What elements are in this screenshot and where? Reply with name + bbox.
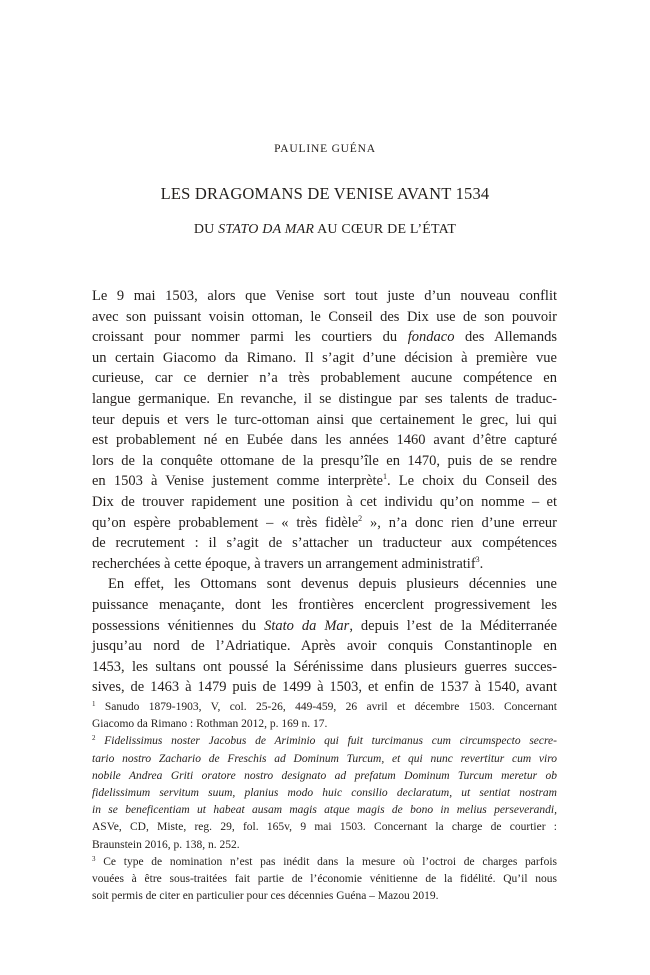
text-run: en 1503 à Venise justement comme interprète <box>92 473 383 490</box>
paragraph-2 <box>92 574 557 698</box>
footnote-line <box>92 733 557 750</box>
footnote-mark: 3 <box>92 854 96 863</box>
footnote-ref[interactable]: 2 <box>358 513 363 523</box>
text-line: est probablement né en Eubée dans les années 1460 avant d’être capturé <box>92 432 557 449</box>
text-line <box>92 513 557 534</box>
text-run: des Allemands <box>454 329 557 346</box>
text-line: curieuse, car ce dernier n’a très probablement aucune compétence en <box>92 370 557 387</box>
footnote-line <box>92 785 557 802</box>
footnote-text: Ce type de nomination n’est pas inédit dans la mesure où l’octroi de charges parfois <box>95 855 557 868</box>
footnote-italic: Fidelissimus noster Jacobus de Ariminio qui fuit turcimanus cum circumspecto secre- <box>95 735 557 748</box>
text-run: possessions vénitiennes du <box>92 617 265 634</box>
text-italic: fondaco <box>407 329 455 346</box>
footnote-italic: tario nostro Zachario de Freschis ad Dominum Turcum, et qui nunc revertitur cum viro <box>92 752 557 765</box>
text-line: 1453, les sultans ont poussé la Sérénissime dans plusieurs guerres succes- <box>92 658 557 675</box>
text-line: puissance menaçante, dont les frontières encerclent progressivement les <box>92 596 557 613</box>
footnote-2 <box>92 733 557 853</box>
footnote-line <box>92 699 557 716</box>
text-run: », n’a donc rien d’une erreur <box>362 514 557 531</box>
text-line: Dix de trouver rapidement une position à cet individu qu’on nomme – et <box>92 493 557 510</box>
footnote-line: soit permis de citer en particulier pour ces décennies Guéna – Mazou 2019. <box>92 890 439 903</box>
text-run: , depuis l’est de la Méditerranée <box>349 617 557 634</box>
text-line: de recrutement : il s’agit de s’attacher un traducteur aux compétences <box>92 535 557 552</box>
footnote-ref[interactable]: 3 <box>475 554 480 564</box>
chapter-subtitle <box>0 222 650 238</box>
text-line: sives, de 1463 à 1479 puis de 1499 à 1503, et enfin de 1537 à 1540, avant <box>92 679 557 696</box>
footnote-italic: nobile Andrea Griti oratore nostro designato ad prefatum Dominum Turcum meretur ob <box>92 769 557 782</box>
subtitle-part: DU <box>193 222 219 237</box>
text-line: Le 9 mai 1503, alors que Venise sort tout juste d’un nouveau conflit <box>92 288 557 304</box>
chapter-title: LES DRAGOMANS DE VENISE AVANT 1534 <box>160 184 490 203</box>
footnote-line: Braunstein 2016, p. 138, n. 252. <box>92 838 240 851</box>
footnote-line <box>92 768 557 785</box>
footnote-text: Sanudo 1879-1903, V, col. 25-26, 449-459, 26 avril et décembre 1503. Concernant <box>95 701 557 713</box>
text-run: croissant pour nommer parmi les courtiers du <box>92 329 408 346</box>
footnote-line <box>92 751 557 768</box>
footnote-3 <box>92 854 557 906</box>
text-run: qu’on espère probablement – « très fidèle <box>92 514 359 531</box>
text-run: recherchées à cette époque, à travers un arrangement administratif <box>92 555 476 572</box>
text-line: lors de la conquête ottomane de la presqu’île en 1470, puis de se rendre <box>92 452 557 469</box>
footnote-line: ASVe, CD, Miste, reg. 29, fol. 165v, 9 mai 1503. Concernant la charge de courtier : <box>92 821 557 834</box>
footnote-line <box>92 854 557 871</box>
text-run: . Le choix du Conseil des <box>387 473 557 490</box>
footnote-italic: fidelissimum servitum suum, planius modo huic consilio declaratum, ut sentiat nostram <box>92 787 557 800</box>
footnote-mark: 1 <box>92 700 96 708</box>
footnote-line: Giacomo da Rimano : Rothman 2012, p. 169 n. 17. <box>92 718 328 731</box>
footnote-1 <box>92 699 557 733</box>
footnote-italic: in se beneficentiam ut habeat ausam magis atque magis de bono in melius perseverandi, <box>92 804 557 817</box>
text-line: avec son puissant voisin ottoman, le Conseil des Dix use de son pouvoir <box>92 308 557 325</box>
text-line <box>92 616 557 637</box>
text-line <box>92 554 557 575</box>
text-line: langue germanique. En revanche, il se distingue par ses talents de traduc- <box>92 390 557 407</box>
text-line: jusqu’au nord de l’Adriatique. Après avoir conquis Constantinople en <box>92 638 557 655</box>
subtitle-part: AU CŒUR DE L’ÉTAT <box>314 222 457 237</box>
footnote-mark: 2 <box>92 734 96 743</box>
main-text <box>92 286 557 698</box>
author-name: PAULINE GUÉNA <box>274 143 376 155</box>
paragraph-1 <box>92 286 557 574</box>
text-line <box>92 327 557 348</box>
footnote-ref[interactable]: 1 <box>383 472 387 482</box>
footnote-line <box>92 802 557 819</box>
text-line: En effet, les Ottomans sont devenus depuis plusieurs décennies une <box>108 576 557 593</box>
text-italic: Stato da Mar <box>264 617 350 634</box>
footnote-line: vouées à être sous-traitées fait partie de l’économie vénitienne de la fidélité. Qu’il nous <box>92 873 557 886</box>
footnotes <box>92 699 557 905</box>
text-line: un certain Giacomo da Rimano. Il s’agit d’une décision à première vue <box>92 349 557 366</box>
subtitle-italic: STATO DA MAR <box>218 222 315 237</box>
text-run: . <box>479 555 484 572</box>
text-line <box>92 471 557 492</box>
text-line: teur depuis et vers le turc-ottoman ainsi que certainement le grec, lui qui <box>92 411 557 428</box>
